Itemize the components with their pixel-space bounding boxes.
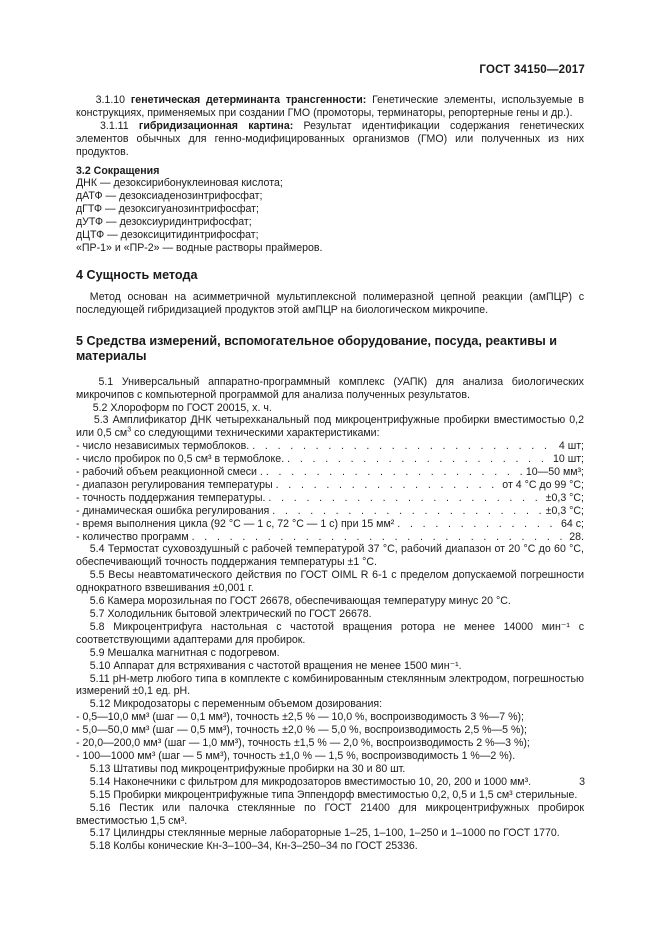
- clause-text: Пробирки микроцентрифужные типа Эппендорф вместимостью 0,2, 0,5 и 1,5 см³ стерильные.: [113, 788, 578, 801]
- clause-text: Цилиндры стеклянные мерные лабораторные 1–25, 1–100, 1–250 и 1–1000 по ГОСТ 1770.: [113, 827, 560, 840]
- clause-number: 3.1.11: [100, 119, 129, 132]
- clause: [76, 763, 584, 776]
- clause-text: Пестик или палочка стеклянные по ГОСТ 21400 для микроцентрифужных пробирок вместимостью 1,5 см³.: [76, 801, 584, 827]
- clause-number: 5.8: [89, 620, 105, 633]
- page-content: [76, 94, 584, 853]
- clause-term: гибридизационная картина:: [138, 119, 294, 132]
- clause-text: Микродозаторы с переменным объемом дозирования:: [113, 698, 383, 711]
- clause-text: Универсальный аппаратно-программный комплекс (УАПК) для анализа биологических микрочипов с компьютерной программой для анализа полученных результатов.: [76, 375, 584, 401]
- list-item: - 20,0—200,0 мм³ (шаг — 1,0 мм³), точность ±1,5 % — 2,0 %, воспроизводимость 2 %—3 %);: [76, 737, 530, 750]
- clause-number: 5.18: [89, 840, 111, 853]
- spec-value: 64 с;: [561, 517, 584, 530]
- section-4-text: Метод основан на асимметричной мультиплексной полимеразной цепной реакции (амПЦР) с последующей гибридизацией продуктов этой амПЦР на биологическом микрочипе.: [76, 290, 584, 316]
- clause-number: 5.10: [89, 659, 111, 672]
- clause-text: Генетические элементы, используемые в конструкциях, применяемых при создании ГМО (промоторы, терминаторы, репортерные гены и др.).: [76, 94, 584, 119]
- abbreviations-list: [76, 177, 584, 254]
- clause-text: Наконечники с фильтром для микродозаторов вместимостью 10, 20, 200 и 1000 мм³.: [113, 775, 532, 788]
- spec-row: [76, 440, 584, 453]
- clause-number: 5.12: [89, 698, 111, 711]
- leader-dots: [266, 466, 523, 479]
- spec-label: - число пробирок по 0,5 см³ в термоблоке.: [76, 453, 285, 466]
- clause: [76, 789, 584, 802]
- spec-value: 10—50 мм³;: [525, 466, 584, 479]
- spec-label: - число независимых термоблоков.: [76, 440, 250, 453]
- clause-number: 5.15: [89, 788, 111, 801]
- clause-text: Результат идентификации содержания генетических элементов обычных для генно-модифицированных организмов (ГМО) или полученных из них продуктов.: [76, 119, 584, 158]
- spec-list: [76, 440, 584, 543]
- list-item: - 100—1000 мм³ (шаг — 5 мм³), точность ±1,0 % — 1,5 %, воспроизводимость 1 %—2 %).: [76, 749, 516, 762]
- clause: [76, 595, 584, 608]
- spec-label: - время выполнения цикла (92 °С — 1 с, 72 °С — 1 с) при 15 мм²: [76, 517, 395, 530]
- clause-text: Мешалка магнитная с подогревом.: [107, 646, 280, 659]
- spec-label: - динамическая ошибка регулирования: [76, 504, 270, 517]
- spec-value: от 4 °С до 99 °С;: [502, 478, 584, 491]
- clause-text: Колбы конические Кн-3–100–34, Кн-3–250–34 по ГОСТ 25336.: [113, 840, 418, 853]
- clause-text: Амплификатор ДНК четырехканальный под микроцентрифужные пробирки вместимостью 0,2 или 0,5 см: [76, 414, 585, 440]
- clause: [76, 569, 584, 595]
- list-item: ДНК — дезоксирибонуклеиновая кислота;: [76, 177, 283, 190]
- clause-5-3: [76, 414, 584, 440]
- clause-number: 3.1.10: [95, 94, 126, 106]
- clauses-5-4-to-5-12: [76, 543, 584, 711]
- clause-text: Аппарат для встряхивания с частотой вращения не менее 1500 мин⁻¹.: [113, 659, 462, 672]
- clause-term: генетическая детерминанта трансгенности:: [130, 94, 367, 106]
- list-item: дАТФ — дезоксиаденозинтрифосфат;: [76, 190, 263, 203]
- spec-row: [76, 505, 584, 518]
- spec-row: [76, 453, 584, 466]
- spec-label: - диапазон регулирования температуры: [76, 478, 273, 491]
- list-item: дЦТФ — дезоксицитидинтрифосфат;: [76, 229, 259, 242]
- clause-text: Весы неавтоматического действия по ГОСТ OIML R 6-1 с пределом допускаемой погрешности однократного взвешивания ±0,001 г.: [76, 569, 584, 595]
- clause-number: 5.9: [89, 646, 105, 659]
- clause-text: Камера морозильная по ГОСТ 26678, обеспечивающая температуру минус 20 °С.: [107, 595, 511, 608]
- doser-list: [76, 711, 584, 763]
- clause: [76, 840, 584, 853]
- clause-text: рН-метр любого типа в комплекте с комбинированным стеклянным электродом, погрешностью измерений ±0,1 ед. рН.: [76, 672, 584, 698]
- abbreviations-heading: 3.2 Сокращения: [76, 164, 160, 177]
- spec-row: [76, 492, 584, 505]
- clause-number: 5.11: [89, 672, 110, 685]
- clause-5-1: [76, 376, 584, 402]
- spec-value: 4 шт;: [558, 440, 584, 453]
- clause-number: 5.3: [93, 414, 109, 427]
- leader-dots: [268, 492, 542, 505]
- list-item: дГТФ — дезоксигуанозинтрифосфат;: [76, 203, 259, 216]
- clause: [76, 827, 584, 840]
- clause-number: 5.17: [89, 827, 111, 840]
- clause-number: 5.7: [89, 608, 105, 620]
- clause-text: Холодильник бытовой электрический по ГОСТ 26678.: [107, 608, 372, 620]
- clause-3-1-11: [76, 120, 584, 159]
- list-item: - 0,5—10,0 мм³ (шаг — 0,1 мм³), точность ±2,5 % — 10,0 %, воспроизводимость 3 %—7 %);: [76, 711, 524, 724]
- spec-value: 28.: [569, 530, 584, 543]
- section-4-title: 4 Сущность метода: [76, 267, 198, 282]
- standard-header: ГОСТ 34150—2017: [479, 64, 585, 76]
- clause: [76, 698, 584, 711]
- spec-label: - точность поддержания температуры.: [76, 491, 266, 504]
- spec-value: ±0,3 °С;: [545, 491, 584, 504]
- list-item: - 5,0—50,0 мм³ (шаг — 0,5 мм³), точность ±2,0 % — 5,0 %, воспроизводимость 2,5 %—5 %);: [76, 724, 527, 737]
- spec-value: 10 шт;: [552, 453, 584, 466]
- clause-number: 5.4: [89, 543, 105, 556]
- leader-dots: [287, 453, 550, 466]
- clause-number: 5.14: [89, 775, 111, 788]
- clauses-5-13-to-5-18: [76, 763, 584, 853]
- section-5-title: 5 Средства измерений, вспомогательное оборудование, посуда, реактивы и материалы: [76, 333, 558, 363]
- clause-number: 5.16: [89, 801, 111, 814]
- list-item: «ПР-1» и «ПР-2» — водные растворы праймеров.: [76, 241, 323, 254]
- clause-number: 5.13: [89, 762, 111, 775]
- list-item: дУТФ — дезоксиуридинтрифосфат;: [76, 216, 252, 229]
- leader-dots: [276, 479, 500, 492]
- clause: [76, 673, 584, 699]
- clause: [76, 543, 584, 569]
- page-number: 3: [579, 776, 585, 789]
- spec-row: [76, 518, 584, 531]
- clause-number: 5.2: [92, 401, 108, 414]
- spec-label: - количество программ: [76, 530, 189, 543]
- spec-row: [76, 531, 584, 544]
- leader-dots: [252, 440, 556, 453]
- spec-label: - рабочий объем реакционной смеси .: [76, 466, 263, 479]
- clause-5-2: [76, 402, 584, 415]
- clause: [76, 621, 584, 647]
- clause: [76, 647, 584, 660]
- clause: [76, 660, 584, 673]
- superscript: 3: [127, 426, 132, 434]
- clause-text: Микроцентрифуга настольная с частотой вращения ротора не менее 14000 мин⁻¹ с соответствующими адаптерами для пробирок.: [76, 620, 584, 646]
- clause: [76, 608, 584, 621]
- clause-text: Термостат суховоздушный с рабочей температурой 37 °С, рабочий диапазон от 20 °С до 60 °С, обеспечивающий точность поддержания температуры ±1 °С.: [76, 543, 584, 569]
- clause-text: со следующими техническими характеристиками:: [131, 427, 380, 440]
- clause-text: Штативы под микроцентрифужные пробирки на 30 и 80 шт.: [113, 762, 406, 775]
- leader-dots: [397, 518, 558, 531]
- spec-row: [76, 466, 584, 479]
- leader-dots: [192, 531, 567, 544]
- spec-value: ±0,3 °С;: [545, 504, 584, 517]
- clause-number: 5.5: [89, 569, 105, 582]
- clause-text: Хлороформ по ГОСТ 20015, х. ч.: [110, 401, 272, 414]
- clause-number: 5.6: [89, 595, 105, 608]
- clause-3-1-10: [76, 94, 584, 120]
- spec-row: [76, 479, 584, 492]
- clause: [76, 802, 584, 828]
- clause: [76, 776, 584, 789]
- leader-dots: [272, 505, 542, 518]
- clause-number: 5.1: [98, 375, 114, 388]
